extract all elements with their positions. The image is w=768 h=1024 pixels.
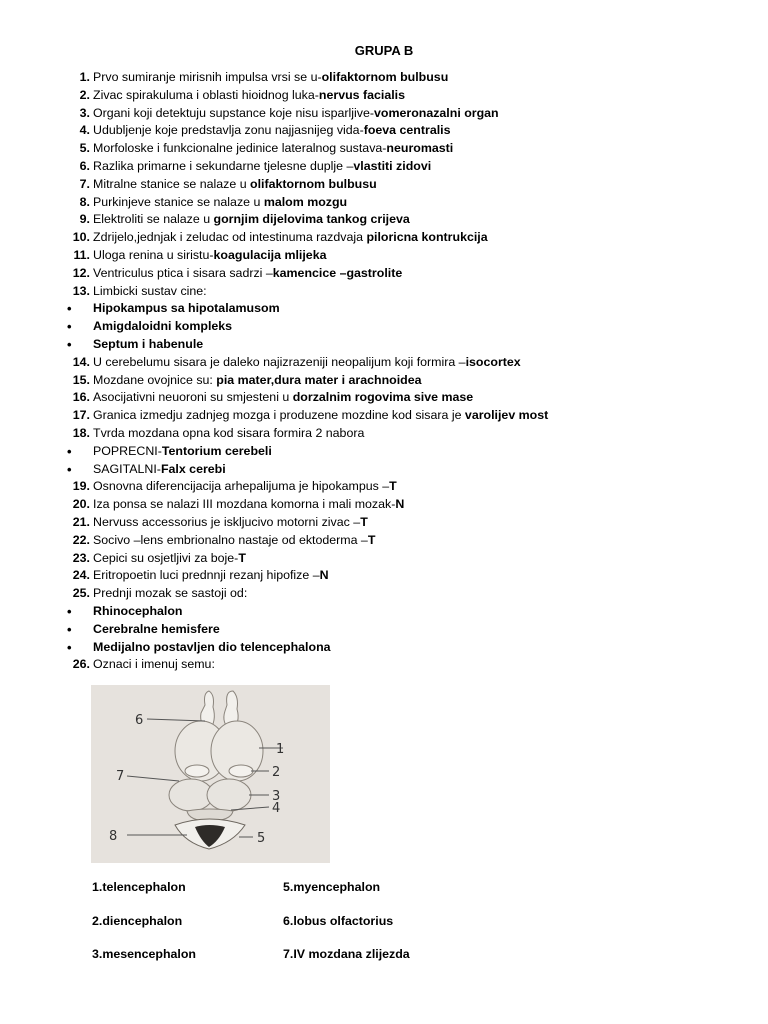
item-number: 19. — [72, 479, 90, 494]
list-item — [0, 229, 768, 247]
list-item — [0, 87, 768, 105]
answer-text: Rhinocephalon — [93, 603, 183, 618]
bullet-item — [0, 621, 768, 639]
list-item — [0, 656, 768, 674]
list-item — [0, 105, 768, 123]
item-text — [93, 300, 280, 318]
item-text — [93, 407, 548, 425]
list-item — [0, 122, 768, 140]
optic-lobe-left — [169, 779, 213, 811]
item-number: 17. — [72, 408, 90, 423]
answer-text: T — [238, 550, 246, 565]
list-item — [0, 194, 768, 212]
answer-text: Cerebralne hemisfere — [93, 621, 220, 636]
answer-text: Amigdaloidni kompleks — [93, 319, 233, 334]
question-text: Mozdane ovojnice su: — [93, 372, 217, 387]
item-text — [93, 354, 521, 372]
bullet-marker: • — [67, 336, 72, 352]
item-text — [93, 247, 326, 265]
item-number: 5. — [79, 141, 90, 156]
item-text — [93, 69, 448, 87]
answer-text: nervus facialis — [318, 87, 405, 102]
item-text — [93, 122, 450, 140]
list-item — [0, 247, 768, 265]
bullet-marker: • — [67, 639, 72, 655]
item-number: 12. — [72, 265, 90, 280]
legend-item: 5.myencephalon — [283, 880, 381, 894]
question-text: Organi koji detektuju supstance koje nisu isparljive- — [93, 105, 374, 120]
diagram-label-1: 1 — [276, 742, 285, 757]
question-text: Cepici su osjetljivi za boje- — [93, 550, 239, 565]
item-number: 22. — [72, 532, 90, 547]
list-item — [0, 158, 768, 176]
item-text — [93, 229, 488, 247]
answer-text: olifaktornom bulbusu — [250, 176, 377, 191]
item-text — [93, 496, 404, 514]
list-item — [0, 354, 768, 372]
answer-text: koagulacija mlijeka — [213, 247, 327, 262]
answer-text: Falx cerebi — [160, 461, 226, 476]
question-text: Iza ponsa se nalazi III mozdana komorna i mali mozak- — [93, 497, 396, 512]
answer-text: varolijev most — [464, 408, 549, 423]
question-text: Zivac spirakuluma i oblasti hioidnog luka- — [93, 87, 319, 102]
diagram-label-6: 6 — [135, 713, 144, 728]
bullet-item — [0, 300, 768, 318]
question-text: Elektroliti se nalaze u — [93, 212, 214, 227]
list-item — [0, 69, 768, 87]
answer-text: Medijalno postavljen dio telencephalona — [93, 639, 331, 654]
bullet-marker: • — [67, 603, 72, 619]
answer-text: T — [389, 479, 397, 494]
question-text: Ventriculus ptica i sisara sadrzi – — [93, 265, 273, 280]
item-text — [93, 283, 207, 301]
item-number: 15. — [72, 372, 90, 387]
bullet-item — [0, 318, 768, 336]
list-item — [0, 389, 768, 407]
item-text — [93, 389, 473, 407]
answer-text: piloricna kontrukcija — [366, 230, 488, 245]
bullet-marker: • — [67, 443, 72, 459]
bullet-item — [0, 461, 768, 479]
list-item — [0, 407, 768, 425]
item-number: 21. — [72, 514, 90, 529]
bullet-item — [0, 639, 768, 657]
item-text — [93, 140, 453, 158]
question-text: Oznaci i imenuj semu: — [93, 657, 215, 672]
item-number: 4. — [79, 123, 90, 138]
item-number: 11. — [73, 247, 90, 262]
brain-diagram — [91, 685, 330, 863]
question-text: Granica izmedju zadnjeg mozga i produzene mozdine kod sisara je — [93, 408, 465, 423]
answer-text: Tentorium cerebeli — [161, 443, 272, 458]
answer-text: dorzalnim rogovima sive mase — [292, 390, 474, 405]
legend-item: 7.IV mozdana zlijezda — [283, 947, 410, 961]
answer-text: gornjim dijelovima tankog crijeva — [213, 212, 410, 227]
item-text — [93, 532, 375, 550]
diencephalon-left — [185, 765, 209, 777]
item-number: 7. — [79, 176, 90, 191]
item-number: 25. — [72, 586, 90, 601]
brain-diagram-svg — [91, 685, 330, 863]
optic-lobe-right — [207, 779, 251, 811]
item-text — [93, 550, 246, 568]
list-item — [0, 514, 768, 532]
bullet-item — [0, 603, 768, 621]
item-number: 18. — [72, 425, 90, 440]
question-text: Socivo –lens embrionalno nastaje od ektoderma – — [93, 532, 368, 547]
answer-text: N — [395, 497, 405, 512]
item-number: 6. — [79, 158, 90, 173]
item-text — [93, 425, 364, 443]
answer-text: vomeronazalni organ — [374, 105, 499, 120]
legend-item: 2.diencephalon — [92, 914, 183, 928]
item-number: 9. — [79, 212, 90, 227]
item-text — [93, 176, 377, 194]
list-item — [0, 425, 768, 443]
list-item — [0, 550, 768, 568]
legend-item: 1.telencephalon — [92, 880, 186, 894]
legend-item: 6.lobus olfactorius — [283, 914, 394, 928]
item-text — [93, 639, 331, 657]
legend-item: 3.mesencephalon — [92, 947, 196, 961]
question-text: U cerebelumu sisara je daleko najizrazeniji neopalijum koji formira – — [93, 354, 466, 369]
bullet-item — [0, 443, 768, 461]
item-text — [93, 336, 203, 354]
question-text: Osnovna diferencijacija arhepalijuma je hipokampus – — [93, 479, 390, 494]
question-text: POPRECNI- — [93, 443, 162, 458]
item-text — [93, 567, 329, 585]
item-text — [93, 603, 183, 621]
diagram-label-5: 5 — [257, 831, 266, 846]
list-item — [0, 140, 768, 158]
list-item — [0, 176, 768, 194]
diagram-label-4: 4 — [272, 801, 281, 816]
diagram-label-7: 7 — [116, 769, 125, 784]
list-item — [0, 283, 768, 301]
diagram-label-3: 3 — [272, 789, 281, 804]
item-text — [93, 158, 431, 176]
item-text — [93, 443, 272, 461]
item-number: 14. — [72, 354, 90, 369]
item-text — [93, 372, 422, 390]
question-text: Prvo sumiranje mirisnih impulsa vrsi se u- — [93, 70, 322, 84]
bullet-marker: • — [67, 461, 72, 477]
answer-text: malom mozgu — [263, 194, 348, 209]
answer-text: pia mater,dura mater i arachnoidea — [216, 372, 422, 387]
question-text: Morfoloske i funkcionalne jedinice lateralnog sustava- — [93, 141, 387, 156]
item-text — [93, 265, 402, 283]
answer-text: vlastiti zidovi — [353, 158, 432, 173]
bullet-marker: • — [67, 301, 72, 317]
item-number: 3. — [79, 105, 90, 120]
bullet-marker: • — [67, 319, 72, 335]
answer-text: Hipokampus sa hipotalamusom — [93, 301, 280, 316]
list-item — [0, 567, 768, 585]
list-item — [0, 496, 768, 514]
question-text: Nervuss accessorius je iskljucivo motorni zivac – — [93, 514, 361, 529]
item-text — [93, 461, 226, 479]
question-text: Prednji mozak se sastoji od: — [93, 586, 248, 601]
item-number: 16. — [72, 390, 90, 405]
item-text — [93, 621, 220, 639]
question-text: Limbicki sustav cine: — [93, 283, 207, 298]
item-text — [93, 318, 232, 336]
question-text: Udubljenje koje predstavlja zonu najjasnijeg vida- — [93, 123, 364, 138]
item-number: 26. — [72, 657, 90, 672]
item-text — [93, 194, 347, 212]
question-text: Zdrijelo,jednjak i zeludac od intestinuma razdvaja — [93, 230, 367, 245]
list-item — [0, 265, 768, 283]
question-text: Razlika primarne i sekundarne tjelesne duplje – — [93, 158, 354, 173]
item-text — [93, 211, 410, 229]
answer-text: olifaktornom bulbusu — [321, 70, 449, 84]
answer-text: N — [319, 568, 329, 583]
answer-text: kamencice –gastrolite — [272, 265, 403, 280]
item-number: 24. — [72, 568, 90, 583]
bullet-item — [0, 336, 768, 354]
item-text — [93, 478, 397, 496]
item-number: 23. — [72, 550, 90, 565]
list-item — [0, 532, 768, 550]
answer-text: isocortex — [465, 354, 521, 369]
answer-text: Septum i habenule — [93, 336, 204, 351]
answer-text: neuromasti — [386, 141, 454, 156]
diencephalon-right — [229, 765, 253, 777]
item-number: 10. — [72, 230, 90, 245]
item-text — [93, 105, 499, 123]
question-text: Purkinjeve stanice se nalaze u — [93, 194, 264, 209]
answer-text: T — [367, 532, 376, 547]
diagram-label-2: 2 — [272, 765, 281, 780]
question-text: Eritropoetin luci prednnji rezanj hipofize – — [93, 568, 320, 583]
item-number: 8. — [79, 194, 90, 209]
item-number: 1. — [79, 70, 90, 84]
item-text — [93, 514, 368, 532]
question-text: Tvrda mozdana opna kod sisara formira 2 nabora — [93, 425, 365, 440]
list-item — [0, 478, 768, 496]
item-text — [93, 87, 405, 105]
bullet-marker: • — [67, 621, 72, 637]
item-text — [93, 585, 247, 603]
question-text: Asocijativni neuoroni su smjesteni u — [93, 390, 293, 405]
page-title: GRUPA B — [354, 43, 414, 58]
list-item — [0, 372, 768, 390]
diagram-label-8: 8 — [109, 829, 118, 844]
item-number: 2. — [79, 87, 90, 102]
item-number: 13. — [72, 283, 90, 298]
question-text: Uloga renina u siristu- — [93, 247, 214, 262]
answer-text: foeva centralis — [363, 123, 451, 138]
list-item — [0, 211, 768, 229]
list-item — [0, 585, 768, 603]
item-number: 20. — [72, 497, 90, 512]
question-text: Mitralne stanice se nalaze u — [93, 176, 251, 191]
answer-text: T — [360, 514, 368, 529]
item-text — [93, 656, 215, 674]
question-list — [0, 69, 768, 674]
question-text: SAGITALNI- — [93, 461, 161, 476]
